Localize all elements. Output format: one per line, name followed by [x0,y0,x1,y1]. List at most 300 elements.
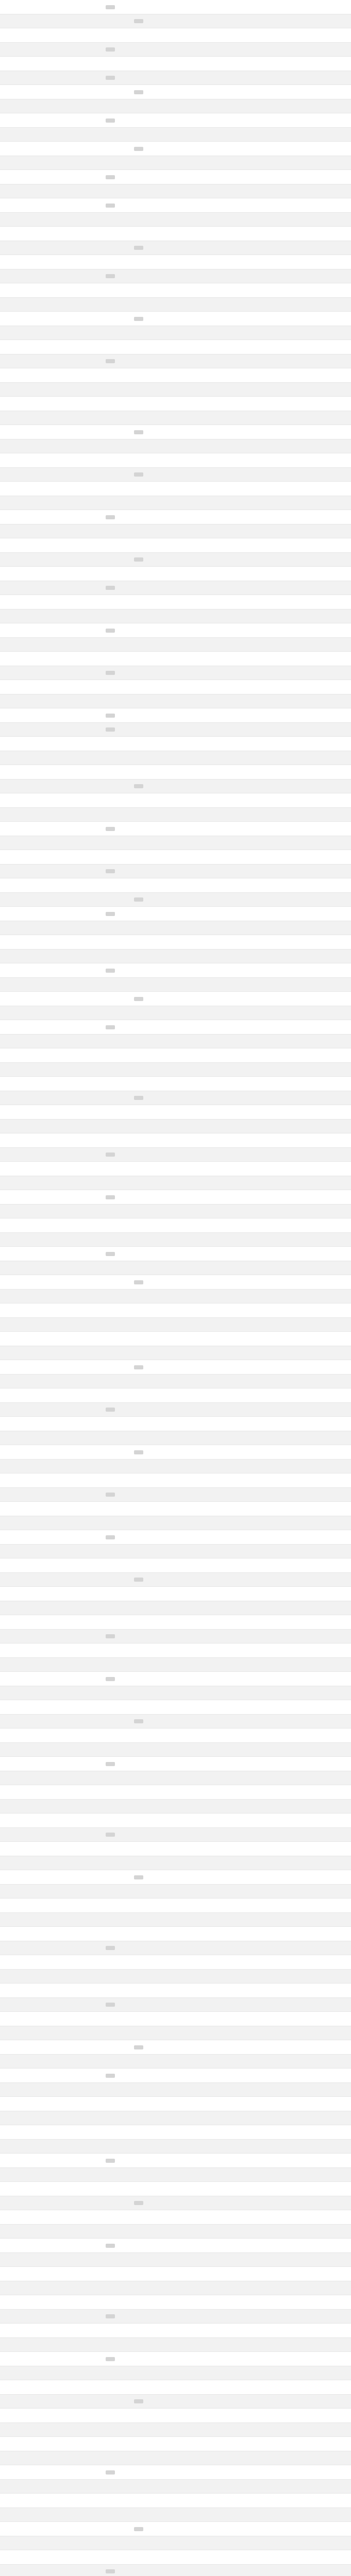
cell-tag2 [125,1006,153,1020]
cell-unit [18,1487,60,1502]
cell-name [60,2394,96,2409]
cell-idx [0,255,18,269]
table-row [0,1842,351,1856]
cell-name [60,1728,96,1743]
cell-tag2 [125,1572,153,1587]
table-row [0,779,351,793]
table-row [0,1289,351,1303]
cell-idx [0,680,18,694]
cell-date [179,269,219,283]
cell-unit [18,198,60,213]
cell-code [153,113,179,128]
cell-tag1 [96,1445,125,1460]
cell-tag2 [125,2125,153,2140]
cell-code [153,439,179,453]
tag1-marker [106,586,115,590]
cell-tag1 [96,510,125,524]
table-row [0,1700,351,1715]
cell-note [219,1176,351,1190]
cell-unit [18,793,60,808]
cell-tag1 [96,1814,125,1828]
tag2-marker [134,1875,143,1879]
cell-tag2 [125,142,153,156]
table-row [0,212,351,227]
cell-tag1 [96,1856,125,1870]
cell-note [219,722,351,737]
table-row [0,2352,351,2366]
cell-tag1 [96,297,125,312]
cell-idx [0,1473,18,1488]
cell-unit [18,1572,60,1587]
cell-unit [18,1984,60,1998]
cell-idx [0,2507,18,2522]
cell-idx [0,1672,18,1686]
cell-date [179,142,219,156]
cell-note [219,340,351,354]
cell-tag1 [96,354,125,368]
cell-unit [18,1133,60,1148]
cell-code [153,184,179,198]
cell-idx [0,1006,18,1020]
table-row [0,1431,351,1445]
cell-tag2 [125,666,153,680]
cell-name [60,1657,96,1672]
cell-tag1 [96,0,125,14]
cell-code [153,142,179,156]
table-row [0,1445,351,1460]
cell-date [179,1757,219,1771]
cell-idx [0,1105,18,1120]
table-row [0,2324,351,2338]
cell-name [60,382,96,397]
table-row [0,326,351,340]
cell-unit [18,1516,60,1530]
table-row [0,1006,351,1020]
cell-code [153,1459,179,1473]
table-row [0,1587,351,1601]
cell-tag2 [125,2082,153,2097]
table-row [0,1232,351,1247]
table-row [0,2437,351,2451]
cell-date [179,2409,219,2423]
cell-name [60,807,96,822]
cell-note [219,637,351,652]
cell-date [179,1997,219,2012]
cell-date [179,2380,219,2395]
cell-idx [0,2324,18,2338]
cell-tag2 [125,99,153,113]
cell-tag1 [96,2507,125,2522]
cell-idx [0,2210,18,2225]
cell-unit [18,595,60,609]
cell-idx [0,2082,18,2097]
cell-code [153,524,179,538]
cell-name [60,1757,96,1771]
cell-tag2 [125,1162,153,1176]
cell-date [179,14,219,28]
cell-date [179,1459,219,1473]
tag1-marker [106,515,115,519]
cell-name [60,2465,96,2480]
cell-name [60,467,96,482]
cell-idx [0,1431,18,1445]
cell-note [219,2182,351,2196]
cell-idx [0,1884,18,1899]
cell-tag2 [125,1346,153,1360]
cell-idx [0,2224,18,2239]
cell-idx [0,397,18,411]
cell-name [60,2239,96,2253]
cell-note [219,14,351,28]
cell-tag2 [125,1502,153,1516]
cell-idx [0,666,18,680]
cell-idx [0,0,18,14]
cell-code [153,1558,179,1573]
cell-note [219,666,351,680]
cell-tag2 [125,453,153,468]
cell-tag2 [125,680,153,694]
cell-code [153,297,179,312]
table-row [0,1629,351,1643]
cell-tag1 [96,1133,125,1148]
cell-name [60,765,96,779]
cell-date [179,892,219,907]
cell-date [179,2465,219,2480]
tag1-marker [106,47,115,52]
cell-date [179,85,219,99]
cell-idx [0,482,18,496]
cell-idx [0,708,18,723]
cell-note [219,368,351,383]
cell-date [179,2564,219,2576]
cell-name [60,737,96,751]
cell-idx [0,1176,18,1190]
cell-unit [18,1077,60,1091]
cell-unit [18,1062,60,1077]
cell-tag1 [96,142,125,156]
cell-unit [18,326,60,340]
cell-note [219,992,351,1006]
cell-name [60,1827,96,1842]
cell-idx [0,510,18,524]
cell-idx [0,1119,18,1133]
cell-date [179,2196,219,2210]
cell-idx [0,1657,18,1672]
cell-tag1 [96,2139,125,2154]
cell-code [153,42,179,57]
cell-tag2 [125,1374,153,1388]
cell-unit [18,1402,60,1417]
cell-tag1 [96,1303,125,1318]
cell-tag1 [96,439,125,453]
cell-tag2 [125,1317,153,1332]
cell-note [219,2224,351,2239]
cell-note [219,1232,351,1247]
cell-unit [18,1856,60,1870]
cell-tag2 [125,765,153,779]
cell-idx [0,2125,18,2140]
table-row [0,1870,351,1885]
cell-note [219,1204,351,1218]
cell-tag2 [125,2479,153,2494]
cell-tag1 [96,1232,125,1247]
tag2-marker [134,2527,143,2531]
cell-idx [0,1615,18,1630]
cell-note [219,1487,351,1502]
cell-tag1 [96,482,125,496]
cell-note [219,850,351,865]
cell-tag2 [125,1289,153,1303]
cell-unit [18,368,60,383]
table-row [0,1487,351,1502]
cell-date [179,2536,219,2550]
cell-unit [18,1346,60,1360]
table-row [0,892,351,907]
cell-date [179,2324,219,2338]
cell-date [179,595,219,609]
cell-tag1 [96,623,125,638]
cell-name [60,2295,96,2310]
cell-unit [18,1204,60,1218]
cell-idx [0,567,18,581]
cell-tag1 [96,425,125,439]
cell-tag2 [125,326,153,340]
table-row [0,1261,351,1275]
cell-note [219,977,351,992]
cell-date [179,836,219,850]
cell-tag1 [96,1899,125,1913]
cell-note [219,1020,351,1035]
cell-unit [18,1827,60,1842]
cell-date [179,2309,219,2324]
cell-idx [0,1077,18,1091]
cell-tag2 [125,2239,153,2253]
cell-note [219,28,351,43]
cell-code [153,312,179,326]
cell-note [219,1530,351,1545]
cell-date [179,1162,219,1176]
cell-date [179,694,219,708]
cell-idx [0,2479,18,2494]
cell-date [179,212,219,227]
cell-idx [0,1459,18,1473]
cell-code [153,1700,179,1715]
cell-note [219,1502,351,1516]
tag2-marker [134,1096,143,1100]
cell-code [153,2125,179,2140]
cell-note [219,453,351,468]
cell-idx [0,2550,18,2565]
cell-date [179,1572,219,1587]
cell-tag2 [125,722,153,737]
cell-name [60,170,96,184]
tag1-marker [106,2314,115,2318]
cell-code [153,538,179,553]
cell-unit [18,1247,60,1261]
cell-tag1 [96,977,125,992]
cell-code [153,637,179,652]
cell-note [219,198,351,213]
cell-tag1 [96,397,125,411]
cell-code [153,567,179,581]
cell-tag2 [125,1091,153,1105]
cell-code [153,2239,179,2253]
cell-name [60,1572,96,1587]
cell-tag2 [125,198,153,213]
cell-note [219,1799,351,1814]
cell-idx [0,1686,18,1700]
cell-date [179,524,219,538]
cell-tag2 [125,1842,153,1856]
cell-idx [0,2564,18,2576]
cell-tag1 [96,2437,125,2451]
cell-idx [0,864,18,878]
cell-code [153,2224,179,2239]
cell-idx [0,1374,18,1388]
cell-unit [18,1814,60,1828]
tag1-marker [106,2159,115,2163]
cell-code [153,2394,179,2409]
tag1-marker [106,827,115,831]
cell-unit [18,1020,60,1035]
cell-date [179,99,219,113]
cell-code [153,977,179,992]
cell-unit [18,99,60,113]
cell-date [179,2111,219,2125]
table-row [0,1544,351,1558]
cell-name [60,297,96,312]
cell-tag2 [125,2465,153,2480]
cell-tag1 [96,255,125,269]
cell-name [60,2012,96,2026]
cell-code [153,1275,179,1290]
cell-code [153,1785,179,1800]
cell-date [179,1020,219,1035]
cell-idx [0,198,18,213]
cell-name [60,2111,96,2125]
cell-name [60,496,96,510]
cell-code [153,1615,179,1630]
table-row [0,2465,351,2480]
cell-note [219,779,351,793]
cell-name [60,567,96,581]
cell-tag2 [125,1275,153,1290]
cell-note [219,113,351,128]
cell-tag2 [125,2281,153,2295]
cell-code [153,992,179,1006]
cell-tag1 [96,1289,125,1303]
cell-code [153,198,179,213]
cell-tag1 [96,1417,125,1431]
cell-name [60,85,96,99]
cell-code [153,2082,179,2097]
table-row [0,1048,351,1063]
cell-note [219,1346,351,1360]
cell-code [153,1091,179,1105]
cell-tag2 [125,963,153,978]
cell-tag1 [96,1558,125,1573]
table-row [0,170,351,184]
cell-unit [18,184,60,198]
cell-date [179,2550,219,2565]
cell-date [179,1261,219,1275]
cell-tag2 [125,935,153,950]
cell-code [153,510,179,524]
cell-unit [18,2522,60,2536]
cell-note [219,737,351,751]
cell-unit [18,2479,60,2494]
cell-idx [0,1317,18,1332]
cell-name [60,2324,96,2338]
cell-name [60,694,96,708]
cell-note [219,1162,351,1176]
cell-note [219,1303,351,1318]
cell-note [219,1091,351,1105]
tag1-marker [106,359,115,363]
cell-code [153,1941,179,1955]
cell-date [179,1955,219,1970]
cell-tag1 [96,2522,125,2536]
cell-tag2 [125,241,153,255]
tag2-marker [134,2399,143,2403]
cell-name [60,14,96,28]
cell-code [153,2337,179,2352]
cell-unit [18,241,60,255]
cell-unit [18,822,60,836]
cell-code [153,2295,179,2310]
cell-idx [0,2097,18,2111]
cell-idx [0,935,18,950]
cell-unit [18,156,60,170]
cell-idx [0,2182,18,2196]
cell-tag2 [125,1133,153,1148]
cell-tag1 [96,1431,125,1445]
cell-date [179,1402,219,1417]
tag2-marker [134,90,143,94]
cell-idx [0,2054,18,2069]
cell-idx [0,1247,18,1261]
cell-code [153,708,179,723]
cell-date [179,1742,219,1757]
cell-code [153,1048,179,1063]
cell-tag2 [125,1147,153,1162]
cell-note [219,751,351,765]
cell-idx [0,297,18,312]
cell-note [219,1261,351,1275]
cell-date [179,113,219,128]
cell-note [219,1927,351,1941]
cell-name [60,1232,96,1247]
table-row [0,1757,351,1771]
cell-idx [0,1062,18,1077]
cell-idx [0,1445,18,1460]
cell-tag2 [125,1870,153,1885]
cell-name [60,2082,96,2097]
cell-tag1 [96,1742,125,1757]
cell-tag2 [125,1388,153,1403]
cell-tag1 [96,368,125,383]
cell-tag1 [96,779,125,793]
cell-tag1 [96,807,125,822]
cell-name [60,2196,96,2210]
cell-tag2 [125,1261,153,1275]
table-row [0,241,351,255]
cell-code [153,1006,179,1020]
cell-date [179,538,219,553]
cell-tag2 [125,1459,153,1473]
cell-note [219,0,351,14]
cell-date [179,1686,219,1700]
